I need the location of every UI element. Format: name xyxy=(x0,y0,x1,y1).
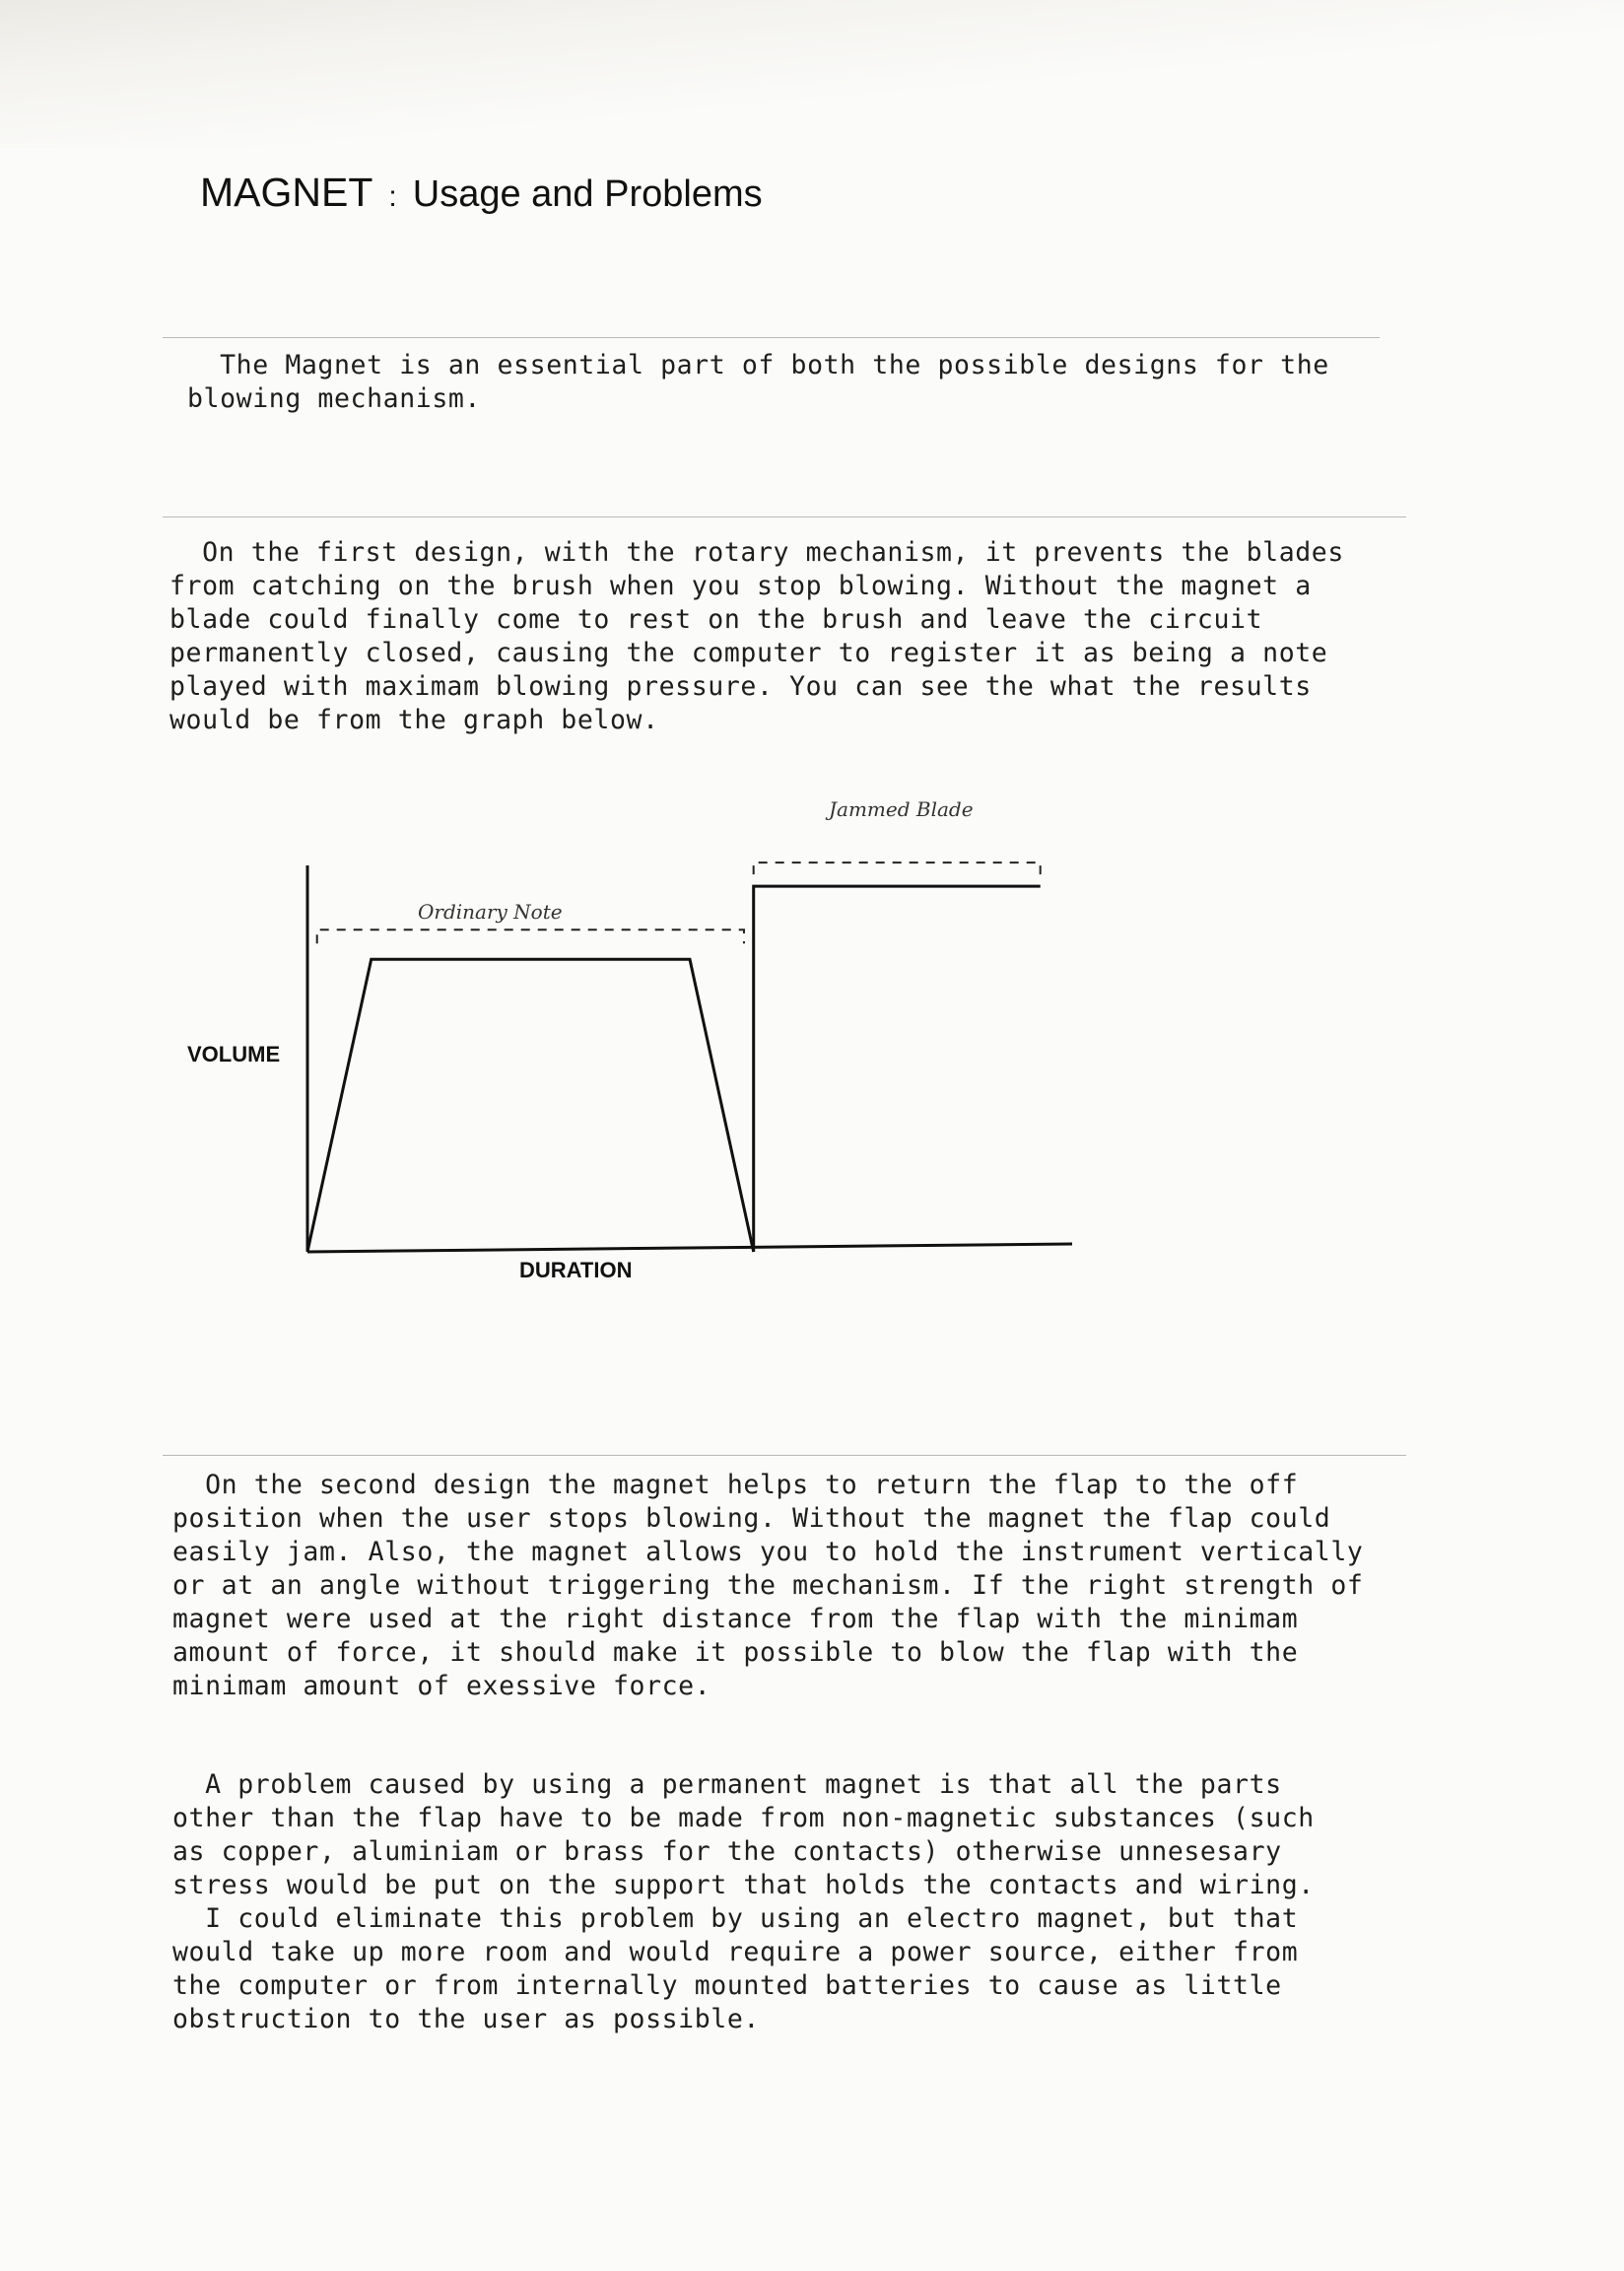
title-subtitle: Usage and Problems xyxy=(412,173,763,215)
section-divider xyxy=(163,337,1380,338)
intro-paragraph: The Magnet is an essential part of both the possible designs for the blowing mechanism. xyxy=(187,350,1329,414)
ordinary-note-bracket xyxy=(317,929,744,943)
ordinary-note-label: Ordinary Note xyxy=(418,900,563,924)
x-axis-label: DURATION xyxy=(519,1258,633,1282)
second-design-paragraph: On the second design the magnet helps to return the flap to the off position when the user stops blowing. Without the magnet the flap could easily jam. Also, the magnet allows you to hold the instrument vertically or at an angle without triggering the mechanism. If the right strength of magnet were used at the right distance from the flap with the minimam amount of force, it should make it possible to blow the flap with the minimam amount of exessive force. xyxy=(172,1470,1364,1701)
title-separator: : xyxy=(388,180,397,213)
y-axis-label: VOLUME xyxy=(187,1042,281,1067)
paper-crease-shading xyxy=(0,0,1624,148)
jammed-blade-label: Jammed Blade xyxy=(829,797,974,821)
first-design-paragraph: On the first design, with the rotary mechanism, it prevents the blades from catching on the brush when you stop blowing. Without the magnet a blade could finally come to rest on the brush and leave the circuit permanently closed, causing the computer to register it as being a note played with maximam blowing pressure. You can see the what the results would be from the graph below. xyxy=(169,537,1344,735)
title-main: MAGNET xyxy=(200,170,373,215)
series-line-2 xyxy=(754,886,1041,1252)
section-divider xyxy=(163,1455,1406,1456)
x-axis-line xyxy=(307,1244,1072,1252)
problem-paragraph: A problem caused by using a permanent magnet is that all the parts other than the flap have to be made from non-magnetic substances (such as copper, aluminiam or brass for the contacts) otherwise unnesesary stress would be put on the support that holds the contacts and wiring. I could eliminate this problem by using an electro magnet, but that would take up more room and would require a power source, either from the computer or from internally mounted batteries to cause as little obstruction to the user as possible. xyxy=(172,1769,1315,2034)
volume-duration-graph xyxy=(168,779,1094,1301)
series-line-1 xyxy=(307,959,754,1252)
page-title xyxy=(200,170,763,216)
jammed-blade-bracket xyxy=(754,862,1041,874)
section-divider xyxy=(163,516,1406,517)
